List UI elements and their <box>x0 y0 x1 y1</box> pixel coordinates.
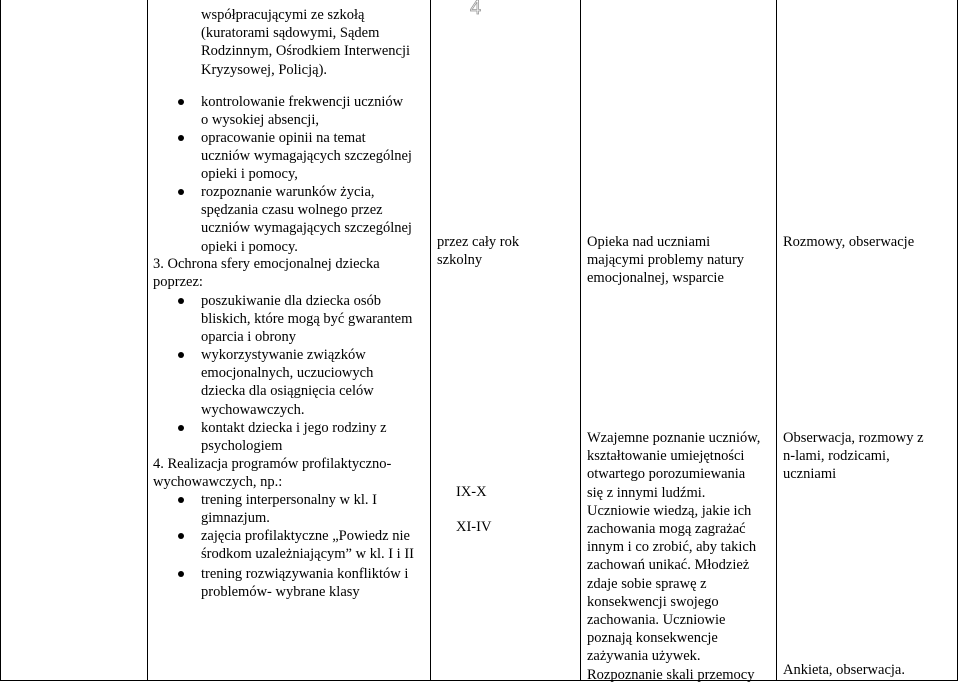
table-divider <box>776 0 777 681</box>
partners-text-line: Rodzinnym, Ośrodkiem Interwencji <box>201 43 410 60</box>
effect-text-line: mającymi problemy natury <box>587 252 745 269</box>
bullet-icon <box>178 99 184 105</box>
method-text-line: Obserwacja, rozmowy z <box>783 430 924 446</box>
bullet-item-line: trening interpersonalny w kl. I <box>201 492 377 508</box>
effect-text-line: kształtowanie umiejętności <box>587 448 745 465</box>
bullet-item-line: oparcia i obrony <box>201 329 297 346</box>
grade-range: IX-X <box>456 484 487 500</box>
effect-text-line: poznają konsekwencje <box>587 630 718 647</box>
effect-text-line: innym i co zrobić, aby takich <box>587 539 757 556</box>
bullet-item-line: rozpoznanie warunków życia, <box>201 184 375 200</box>
bullet-item-line: emocjonalnych, uczuciowych <box>201 365 374 382</box>
partners-text-line: Kryzysowej, Policją). <box>201 61 328 78</box>
effect-text-line: Rozpoznanie skali przemocy <box>587 666 755 683</box>
bullet-item-line: gimnazjum. <box>201 510 270 527</box>
effect-text-line: zachowań unikać. Młodzież <box>587 557 750 574</box>
bullet-item-line: psychologiem <box>201 438 283 455</box>
effect-text-line: otwartego porozumiewania <box>587 466 746 483</box>
effect-text-line: emocjonalnej, wsparcie <box>587 270 724 287</box>
bullet-icon <box>178 189 184 195</box>
bullet-item-line: wychowawczych. <box>201 401 305 418</box>
section-heading-line: 4. Realizacja programów profilaktyczno- <box>153 456 392 472</box>
bullet-icon <box>178 497 184 503</box>
bullet-item-line: opieki i pomocy, <box>201 166 298 183</box>
bullet-item-line: trening rozwiązywania konfliktów i <box>201 566 409 582</box>
bullet-item-line: o wysokiej absencji, <box>201 112 319 129</box>
effect-text-line: zachowania mogą zagrażać <box>587 521 746 537</box>
bullet-item-line: opieki i pomocy. <box>201 238 298 255</box>
method-text-line: uczniami <box>783 466 837 483</box>
partners-text-line: (kuratorami sądowymi, Sądem <box>201 25 380 42</box>
grade-range: XI-IV <box>456 519 492 535</box>
table-border-right <box>957 0 958 681</box>
bullet-item-line: kontakt dziecka i jego rodziny z <box>201 420 387 436</box>
bullet-icon <box>178 533 184 539</box>
bullet-item-line: uczniów wymagających szczególnej <box>201 148 412 165</box>
bullet-item-line: dziecka dla osiągnięcia celów <box>201 383 374 400</box>
table-divider <box>580 0 581 681</box>
bullet-icon <box>178 352 184 358</box>
bullet-icon <box>178 571 184 577</box>
bullet-item-line: problemów- wybrane klasy <box>201 584 360 601</box>
bullet-item-line: opracowanie opinii na temat <box>201 130 366 146</box>
bullet-item-line: poszukiwanie dla dziecka osób <box>201 293 381 309</box>
bullet-icon <box>178 135 184 141</box>
effect-text-line: zażywania używek. <box>587 648 701 665</box>
bullet-item-line: zajęcia profilaktyczne „Powiedz nie <box>201 528 410 544</box>
bullet-item-line: wykorzystywanie związków <box>201 347 366 363</box>
bullet-icon <box>178 425 184 431</box>
effect-text-line: Wzajemne poznanie uczniów, <box>587 430 761 446</box>
effect-text-line: zdaje sobie sprawę z <box>587 575 707 592</box>
method-text-line: n-lami, rodzicami, <box>783 448 890 465</box>
bullet-item-line: środkom uzależniającym” w kl. I i II <box>201 546 414 563</box>
method-text-line: Ankieta, obserwacja. <box>783 662 905 678</box>
section-heading-line: wychowawczych, np.: <box>153 474 283 491</box>
section-heading-line: 3. Ochrona sfery emocjonalnej dziecka <box>153 256 380 272</box>
section-heading-line: poprzez: <box>153 274 203 291</box>
page-number: 4 <box>470 0 482 19</box>
bullet-item-line: bliskich, które mogą być gwarantem <box>201 311 413 328</box>
table-divider <box>147 0 148 681</box>
bullet-item-line: kontrolowanie frekwencji uczniów <box>201 94 404 110</box>
method-text-line: Rozmowy, obserwacje <box>783 234 915 250</box>
effect-text-line: Opieka nad uczniami <box>587 234 711 250</box>
term-text-line: przez cały rok <box>437 234 520 250</box>
effect-text-line: zachowania. Uczniowie <box>587 612 726 628</box>
term-text-line: szkolny <box>437 252 483 269</box>
effect-text-line: konsekwencji swojego <box>587 593 719 610</box>
partners-text-line: współpracującymi ze szkołą <box>201 7 365 23</box>
table-divider <box>430 0 431 681</box>
bullet-item-line: spędzania czasu wolnego przez <box>201 202 383 219</box>
bullet-item-line: uczniów wymagających szczególnej <box>201 220 412 237</box>
table-border-left <box>0 0 1 681</box>
effect-text-line: się z innymi ludźmi. <box>587 484 706 501</box>
effect-text-line: Uczniowie wiedzą, jakie ich <box>587 502 752 519</box>
bullet-icon <box>178 298 184 304</box>
